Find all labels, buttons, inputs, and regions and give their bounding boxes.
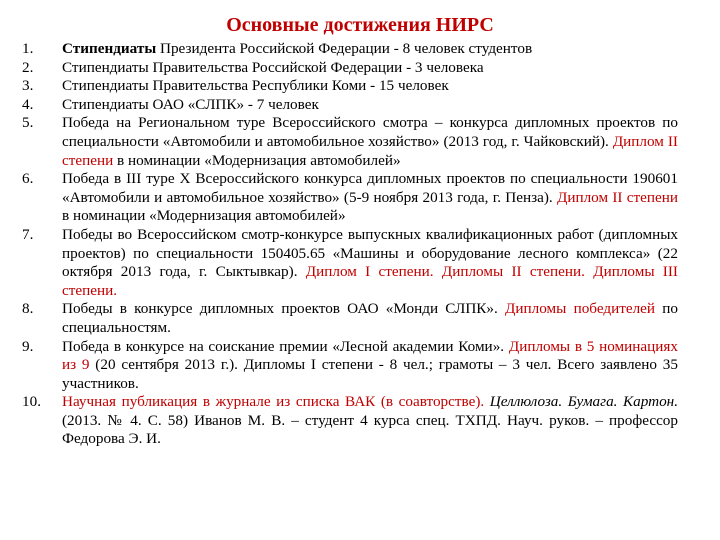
- item-text: в номинации «Модернизация автомобилей»: [113, 151, 401, 169]
- item-text: Победа на Региональном туре Всероссийского смотра – конкурса дипломных проектов по специальности «Автомобили и автомобильное хозяйство» (2013 год, г. Чайковский).: [62, 114, 678, 150]
- item-text: Победа в III туре X Всероссийского конкурса дипломных проектов по специальности 190601 «Автомобили и автомобильное хозяйство» (5-9 ноября 2013 года, г. Пенза).: [62, 170, 678, 206]
- item-text: Победа в конкурсе на соискание премии «Лесной академии Коми».: [62, 337, 509, 355]
- list-item: [22, 77, 678, 96]
- highlight-text: Диплом I степени. Дипломы II степени. Дипломы III степени.: [62, 263, 678, 299]
- highlight-text: Диплом II степени: [556, 188, 678, 206]
- list-item: [22, 338, 678, 394]
- item-text: (2013. № 4. С. 58) Иванов М. В. – студент 4 курса спец. ТХПД. Науч. руков. – профессор Федорова Э. И.: [62, 411, 678, 448]
- achievements-list: [22, 40, 678, 449]
- item-bold-text: Стипендиаты: [62, 40, 157, 57]
- highlight-text: Научная публикация в журнале из списка ВАК (в соавторстве).: [62, 393, 485, 411]
- item-number: 4.: [22, 95, 34, 113]
- list-item: [22, 226, 678, 300]
- item-text: Стипендиаты Правительства Республики Коми - 15 человек: [62, 77, 449, 95]
- item-number: 8.: [22, 300, 34, 318]
- item-text: Победы в конкурсе дипломных проектов ОАО «Монди СЛПК».: [62, 300, 506, 318]
- item-number: 6.: [22, 170, 34, 188]
- list-item: [22, 59, 678, 78]
- item-text: Президента Российской Федерации - 8 человек студентов: [156, 40, 533, 57]
- item-text: Победы во Всероссийском смотр-конкурсе выпускных квалификационных работ (дипломных проектов) по специальности 150405.65 «Машины и оборудование лесного комплекса» (22 октября 2013 года, г. Сыктывкар).: [62, 225, 678, 281]
- item-text: Стипендиаты Правительства Российской Федерации - 3 человека: [62, 58, 484, 76]
- list-item: [22, 114, 678, 170]
- list-item: [22, 40, 678, 59]
- item-number: 3.: [22, 77, 34, 95]
- highlight-text: Дипломы в 5 номинациях из 9: [62, 337, 678, 374]
- item-text: (20 сентября 2013 г.). Дипломы I степени - 8 чел.; грамоты – 3 чел. Всего заявлено 35 участников.: [62, 356, 678, 392]
- list-item: [22, 393, 678, 449]
- list-item: [22, 96, 678, 115]
- item-number: 7.: [22, 225, 34, 243]
- list-item: [22, 170, 678, 226]
- item-number: 1.: [22, 40, 34, 57]
- item-number: 2.: [22, 58, 34, 76]
- journal-title: Целлюлоза. Бумага. Картон.: [489, 393, 678, 411]
- item-number: 5.: [22, 114, 34, 132]
- highlight-text: Диплом II степени: [62, 132, 678, 169]
- item-text: в номинации «Модернизация автомобилей»: [62, 207, 346, 225]
- page-title: Основные достижения НИРС: [226, 14, 494, 36]
- item-text: по специальностям.: [62, 300, 678, 336]
- item-number: 10.: [22, 393, 41, 411]
- list-item: [22, 300, 678, 337]
- item-number: 9.: [22, 337, 34, 355]
- highlight-text: Дипломы победителей: [505, 300, 656, 318]
- item-text: Стипендиаты ОАО «СЛПК» - 7 человек: [62, 95, 319, 113]
